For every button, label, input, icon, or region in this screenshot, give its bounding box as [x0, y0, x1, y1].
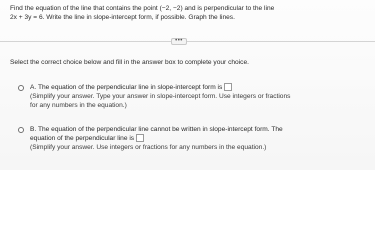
- problem-line-1: Find the equation of the line that contains the point (−2, −2) and is perpendicular to the line: [10, 5, 275, 12]
- choice-b-text-line-1: The equation of the perpendicular line cannot be written in slope-intercept form. The: [37, 126, 283, 133]
- choice-b-radio[interactable]: [18, 127, 24, 133]
- choice-a-text: The equation of the perpendicular line in slope-intercept form is: [37, 84, 223, 91]
- choice-a-radio[interactable]: [18, 85, 24, 91]
- problem-line-2: 2x + 3y = 6. Write the line in slope-intercept form, if possible. Graph the lines.: [10, 14, 235, 21]
- choice-a-hint-line-2: for any numbers in the equation.): [30, 102, 127, 109]
- problem-statement: [10, 4, 365, 22]
- section-divider: [0, 33, 375, 45]
- choice-a-hint-line-1: (Simplify your answer. Type your answer in slope-intercept form. Use integers or fractions: [30, 93, 291, 100]
- choice-b-answer-box[interactable]: [136, 134, 144, 142]
- choice-a-content: [30, 83, 370, 110]
- expand-more-button[interactable]: •••: [171, 38, 187, 45]
- choice-b-text-line-2: equation of the perpendicular line is: [30, 135, 135, 142]
- divider-line: [0, 41, 375, 42]
- choice-b-hint: (Simplify your answer. Use integers or fractions for any numbers in the equation.): [30, 144, 267, 151]
- instruction-text: Select the correct choice below and fill in the answer box to complete your choice.: [10, 59, 249, 66]
- choice-b-letter: B.: [30, 126, 37, 133]
- choice-b-content: [30, 125, 370, 152]
- choice-a-answer-box[interactable]: [224, 83, 232, 91]
- choice-a-letter: A.: [30, 84, 37, 91]
